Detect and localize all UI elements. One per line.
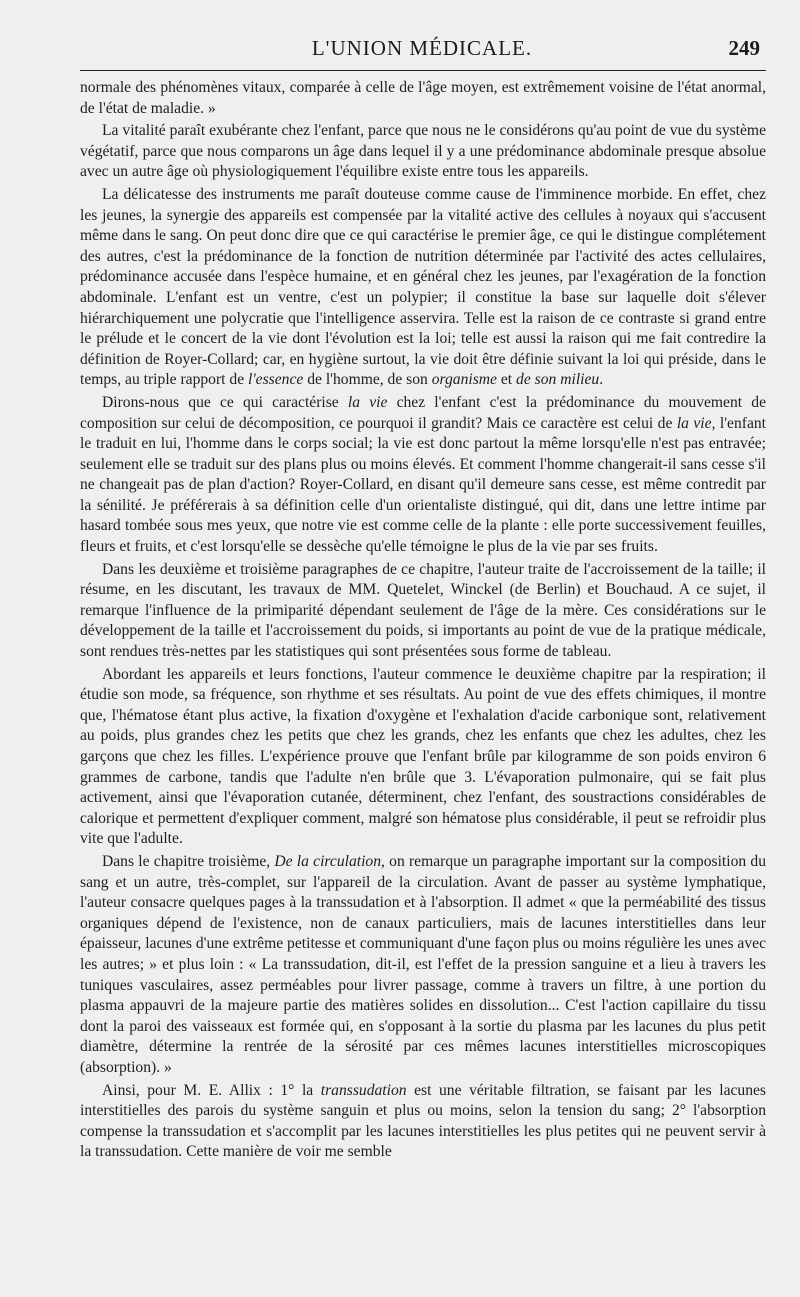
paragraph-7 xyxy=(80,1081,766,1163)
italic-text: la vie xyxy=(347,393,388,411)
text-run: . xyxy=(599,371,604,389)
paragraph-5 xyxy=(80,665,766,850)
italic-text: l'essence xyxy=(248,371,304,389)
text-run: Abordant les appareils et leurs fonctions, l'auteur commence le deuxième chapitre par la respiration; il étudie son mode, sa fréquence, son rhythme et ses résultats. Au point de vue des effets chimiques, il montre que, l'hématose étant plus active, la fixation d'oxygène et l'exhalation d'acide carbonique sont, relativement au poids, plus grandes chez les petits que chez les grands, chez les enfants que chez les adultes, chez les garçons que chez les filles. L'expérience prouve que l'enfant brûle par kilogramme de son poids environ 6 grammes de carbone, tandis que l'adulte n'en brûle que 3. L'évaporation pulmonaire, qui se fait plus activement, ainsi que l'évaporation cutanée, déterminent, chez l'enfant, des soustractions considérables de calorique et permettent d'expliquer comment, malgré son hématose plus considérable, il peut se refroidir plus vite que l'adulte. xyxy=(80,665,766,848)
paragraph-2 xyxy=(80,185,766,391)
text-run: , on remarque un paragraphe important sur la composition du sang et un autre, très-complet, sur l'appareil de la circulation. Avant de passer au système lymphatique, l'auteur consacre quelques pages à la transsudation et à l'absorption. Il admet « que la perméabilité des tissus organiques dépend de l'existence, non de canaux particuliers, mais de lacunes interstitielles dans leur épaisseur, lacunes d'une extrême petitesse et communiquant d'une façon plus ou moins régulière les unes avec les autres; » et plus loin : « La transsudation, dit-il, est l'effet de la pression sanguine et a lieu à travers les tuniques vasculaires, assez perméables pour livrer passage, comme à travers un filtre, à une portion du plasma appauvri de la majeure partie des matières solides en dissolution... C'est l'action capillaire du tissu dont la paroi des vaisseaux est formée qui, en s'opposant à la sortie du plasma par les lacunes du plus petit diamètre, détermine la rentrée de la sérosité par ces mêmes lacunes interstitielles microscopiques (absorption). » xyxy=(80,852,766,1076)
paragraph-1 xyxy=(80,121,766,183)
text-run: Dirons-nous que ce qui caractérise xyxy=(102,393,348,411)
paragraph-4 xyxy=(80,560,766,663)
italic-text: la vie xyxy=(676,414,712,432)
text-run: La vitalité paraît exubérante chez l'enfant, parce que nous ne le considérons qu'au point de vue du système végétatif, parce que nous comparons un âge dans lequel il y a une prédominance abdominale presque absolue avec un autre âge où physiologiquement l'équilibre existe entre tous les appareils. xyxy=(80,122,766,181)
paragraph-0 xyxy=(80,78,766,119)
text-run: Ainsi, pour M. E. Allix : 1° la xyxy=(102,1081,321,1099)
text-run: La délicatesse des instruments me paraît douteuse comme cause de l'imminence morbide. En effet, chez les jeunes, la synergie des appareils est compensée par la vitalité active des cellules à noyaux qui s'accusent même dans le sang. On peut donc dire que ce qui caractérise le premier âge, ce qui le distingue complétement des autres, c'est la prédominance de la fonction de nutrition déterminée par l'activité des actes cellulaires, prédominance accusée dans l'espèce humaine, et en général chez les jeunes, par l'exagération de la fonction abdominale. L'enfant est un ventre, c'est un polypier; il constitue la base sur laquelle doit s'élever hiérarchiquement une polycratie que l'intelligence asservira. Telle est la raison de ce contraste si grand entre le prélude et le concert de la vie dont l'évolution est la loi; telle est aussi la raison qui me fait contredire la définition de Royer-Collard; car, en hygiène surtout, la vie doit être définie suivant la loi qui préside, dans le temps, au triple rapport de xyxy=(80,185,766,389)
text-run: est une véritable filtration, se faisant par les lacunes interstitielles des parois du système sanguin et plus ou moins, selon la tension du sang; 2° l'absorption compense la transsudation et s'accomplit par les lacunes interstitielles les plus petites qui ne peuvent servir à la transsudation. Cette manière de voir me semble xyxy=(80,1081,766,1161)
italic-text: transsudation xyxy=(320,1081,407,1099)
text-run: Dans le chapitre troisième, xyxy=(102,852,275,870)
paragraph-6 xyxy=(80,852,766,1079)
text-run: et xyxy=(496,371,517,389)
paragraph-3 xyxy=(80,393,766,558)
italic-text: de son milieu xyxy=(516,371,600,389)
article-body xyxy=(80,78,766,1163)
text-run: de l'homme, de son xyxy=(303,371,432,389)
header-rule xyxy=(80,70,766,71)
running-title: L'UNION MÉDICALE. xyxy=(311,36,533,60)
text-run: normale des phénomènes vitaux, comparée à celle de l'âge moyen, est extrêmement voisine de l'état anormal, de l'état de maladie. » xyxy=(80,79,766,117)
italic-text: De la circulation xyxy=(274,852,382,870)
page-number: 249 xyxy=(728,36,760,60)
text-run: , l'enfant le traduit en lui, l'homme dans le corps social; la vie est donc partout la même lorsqu'elle n'est pas entravée; seulement elle se traduit sur des plans plus ou moins élevés. Et comment l'homme changerait-il sans cesse s'il ne changeait pas de plan d'action? Royer-Collard, en disant qu'il demeure sans cesse, est même contredit par la sénilité. Je préférerais à sa définition celle d'un orientaliste distingué, qui dit, dans une lettre intime par hasard tombée sous mes yeux, que notre vie est comme celle de la plante : elle porte successivement feuilles, fleurs et fruits, et c'est lorsqu'elle se dessèche qu'elle témoigne le plus de la vie par ses fruits. xyxy=(80,414,766,556)
page-header xyxy=(78,32,766,64)
italic-text: organisme xyxy=(431,371,497,389)
text-run: Dans les deuxième et troisième paragraphes de ce chapitre, l'auteur traite de l'accroissement de la taille; il résume, en les discutant, les travaux de MM. Quetelet, Winckel (de Berlin) et Bouchaud. A ce sujet, il remarque l'influence de la primiparité dépendant seulement de l'âge de la mère. Ces considérations sur le développement de la taille et l'accroissement du poids, si importants au point de vue de la pratique médicale, sont rendues très-nettes par les statistiques qui sont présentées sous forme de tableau. xyxy=(80,560,766,661)
text-run: chez l'enfant c'est la prédominance du mouvement de composition sur celui de décomposition, ce pourquoi il grandit? Mais ce caractère est celui de xyxy=(80,393,767,432)
